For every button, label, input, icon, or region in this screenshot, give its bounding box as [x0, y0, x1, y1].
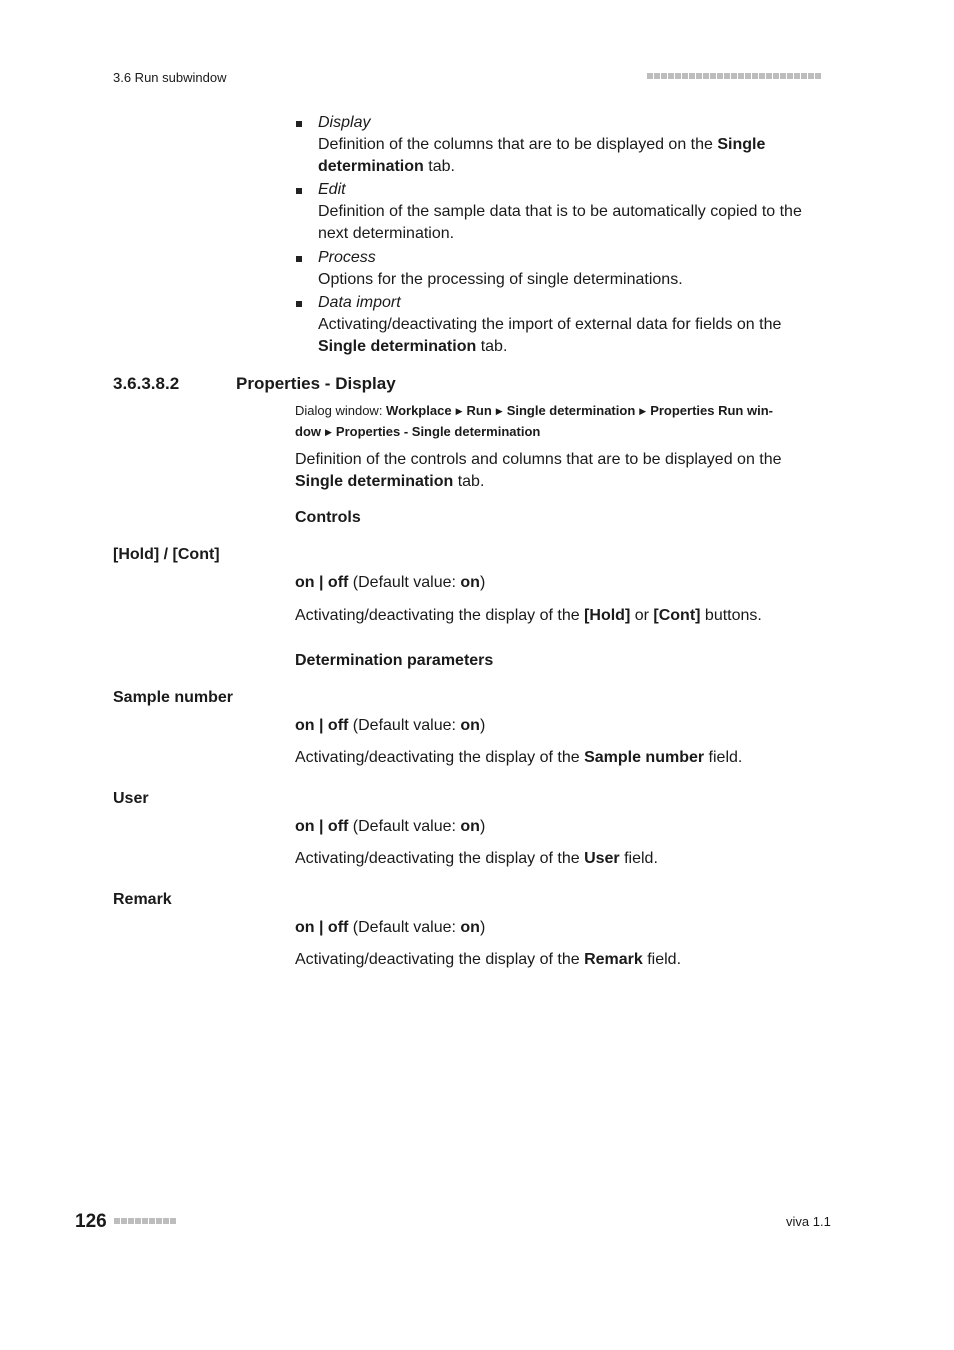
bullet-icon: [296, 301, 302, 307]
param-values: on | off (Default value: on): [295, 818, 486, 835]
section-title: Properties - Display: [236, 374, 396, 393]
arrow-right-icon: ▶: [639, 406, 647, 416]
bullet-icon: [296, 188, 302, 194]
bullet-term: Process: [318, 249, 376, 266]
arrow-right-icon: ▶: [325, 427, 332, 437]
determination-parameters-heading: Determination parameters: [295, 652, 494, 669]
page-number: 126: [75, 1211, 107, 1232]
param-description: Activating/deactivating the display of the Sample number field.: [295, 749, 743, 766]
param-description: Activating/deactivating the display of the Remark field.: [295, 951, 682, 968]
param-values: on | off (Default value: on): [295, 919, 486, 936]
param-name-hold-cont: [Hold] / [Cont]: [113, 546, 220, 563]
arrow-right-icon: ▶: [495, 406, 503, 416]
footer-decoration-dots: [114, 1218, 176, 1224]
intro-paragraph: Definition of the controls and columns that are to be displayed on the Single determination tab.: [295, 451, 782, 490]
footer-product: viva 1.1: [786, 1214, 831, 1229]
bullet-term: Display: [318, 114, 371, 131]
param-description: Activating/deactivating the display of the User field.: [295, 850, 658, 867]
param-name-sample-number: Sample number: [113, 689, 234, 706]
bullet-term: Edit: [318, 181, 346, 198]
param-values: on | off (Default value: on): [295, 574, 486, 591]
param-name-remark: Remark: [113, 891, 172, 908]
running-header-section: 3.6 Run subwindow: [113, 70, 227, 85]
bullet-item-edit: Edit Definition of the sample data that is to be automatically copied to the next determination.: [318, 179, 838, 245]
bullet-term: Data import: [318, 294, 401, 311]
arrow-right-icon: ▶: [455, 406, 463, 416]
bullet-item-process: Process Options for the processing of single determinations.: [318, 247, 838, 291]
param-name-user: User: [113, 790, 149, 807]
param-description: Activating/deactivating the display of the [Hold] or [Cont] buttons.: [295, 607, 762, 624]
bullet-item-display: Display Definition of the columns that are to be displayed on the Single determination tab.: [318, 112, 838, 178]
bullet-icon: [296, 121, 302, 127]
dialog-path: Dialog window: Workplace ▶ Run ▶ Single determination ▶ Properties Run win- dow ▶ Properties - Single determination: [295, 403, 773, 439]
header-decoration-dots: [647, 73, 821, 79]
section-number: 3.6.3.8.2: [113, 374, 180, 393]
bullet-item-data-import: Data import Activating/deactivating the import of external data for fields on the Single determination tab.: [318, 292, 838, 358]
param-values: on | off (Default value: on): [295, 717, 486, 734]
controls-heading: Controls: [295, 509, 361, 526]
bullet-icon: [296, 256, 302, 262]
